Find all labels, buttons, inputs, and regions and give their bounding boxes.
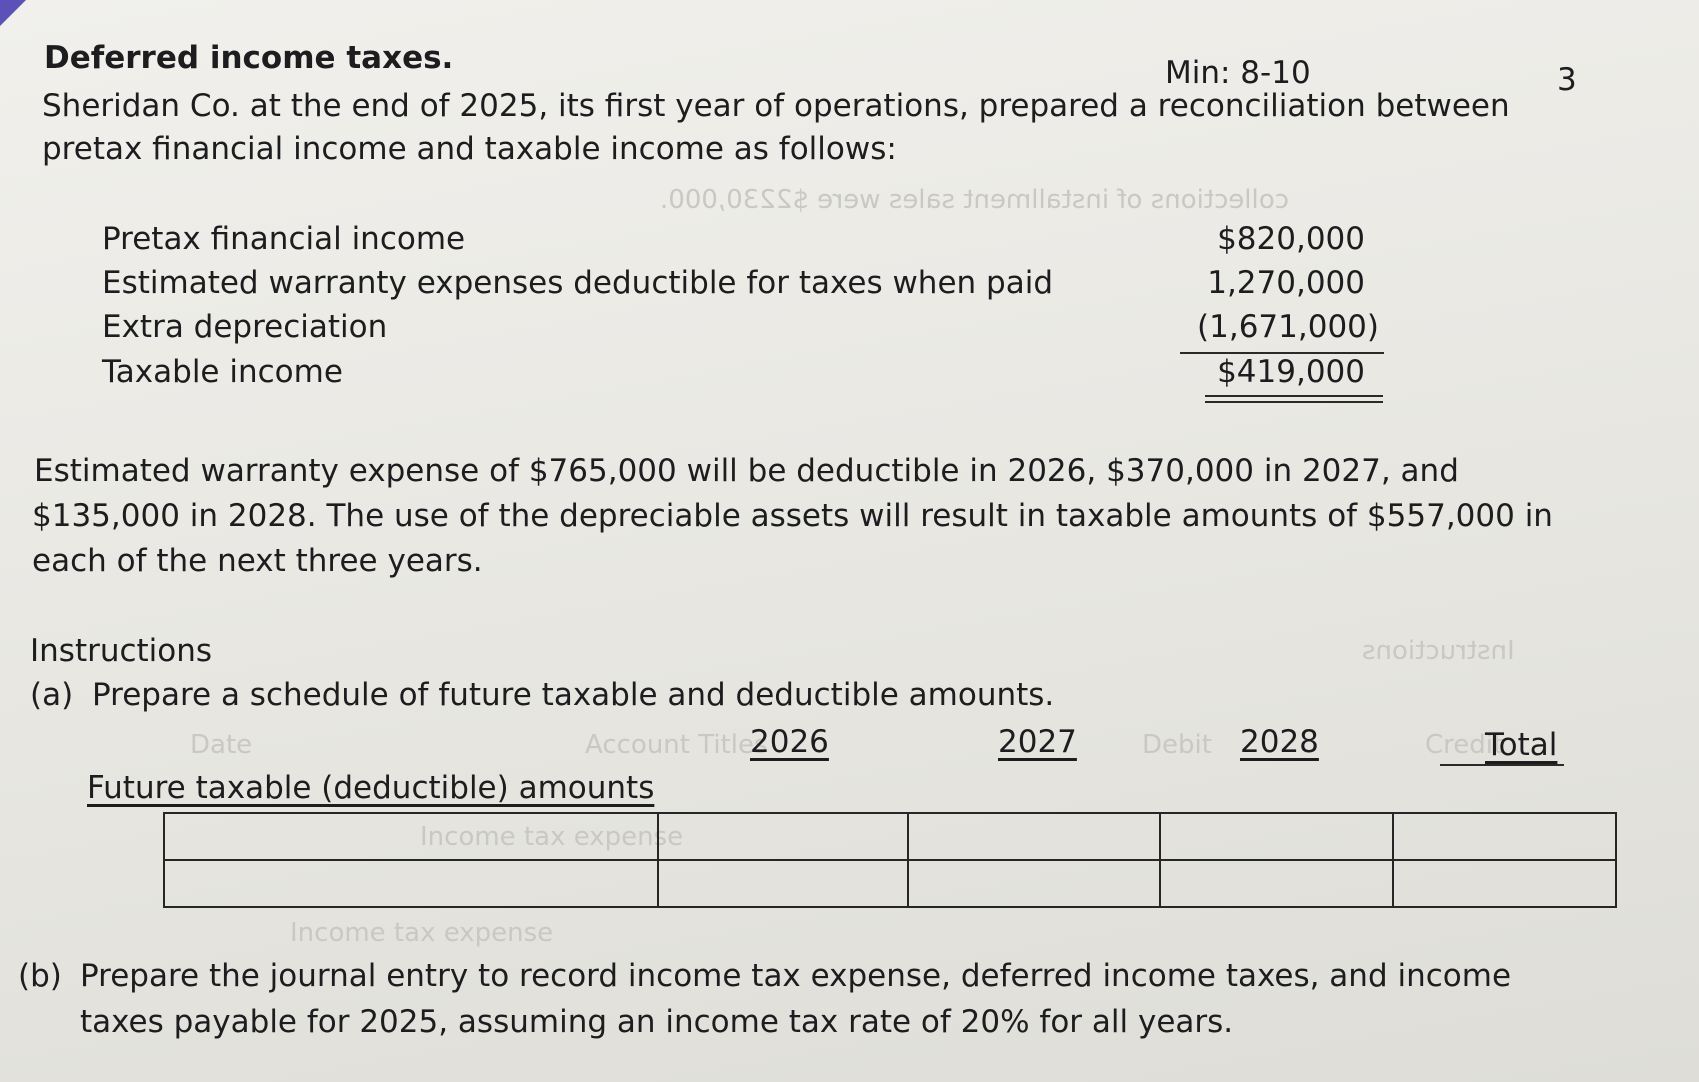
column-header-total: Total [1485, 727, 1558, 763]
recon-label-pretax: Pretax financial income [102, 221, 466, 257]
intro-line-1: Sheridan Co. at the end of 2025, its first year of operations, prepared a reconciliation between [42, 88, 1510, 124]
details-line-2: $135,000 in 2028. The use of the depreciable assets will result in taxable amounts of $557,000 in [32, 498, 1553, 534]
schedule-cell-label[interactable] [164, 860, 658, 907]
part-b-letter: (b) [18, 958, 62, 994]
column-header-2026: 2026 [750, 724, 829, 760]
schedule-cell-total[interactable] [1393, 860, 1616, 907]
double-rule-bottom [1205, 401, 1383, 403]
column-header-2027: 2027 [998, 724, 1077, 760]
schedule-cell-2027[interactable] [908, 813, 1160, 860]
part-b-line-1: Prepare the journal entry to record income tax expense, deferred income taxes, and income [80, 958, 1512, 994]
recon-amount-warranty: 1,270,000 [1207, 265, 1365, 301]
double-rule-top [1205, 395, 1383, 397]
problem-title: Deferred income taxes. [44, 40, 454, 76]
schedule-cell-total[interactable] [1393, 813, 1616, 860]
schedule-cell-2026[interactable] [658, 860, 908, 907]
recon-label-taxable: Taxable income [102, 354, 343, 390]
table-row [164, 860, 1616, 907]
points-value: 3 [1557, 62, 1577, 98]
bleed-through-text: collections of installment sales were $2230,000. [660, 185, 1289, 215]
bleed-through-text: Instructions [1362, 636, 1515, 666]
schedule-cell-2026[interactable] [658, 813, 908, 860]
schedule-cell-2028[interactable] [1160, 860, 1394, 907]
row-label-future-amounts: Future taxable (deductible) amounts [87, 770, 655, 806]
part-a-text: Prepare a schedule of future taxable and deductible amounts. [92, 677, 1055, 713]
recon-label-warranty: Estimated warranty expenses deductible for taxes when paid [102, 265, 1053, 301]
bleed-through-text: Date [190, 730, 253, 760]
instructions-heading: Instructions [30, 633, 213, 669]
bleed-through-text: Income tax expense [290, 918, 554, 948]
details-line-3: each of the next three years. [32, 543, 483, 579]
schedule-table [163, 812, 1617, 908]
recon-amount-depreciation: (1,671,000) [1197, 309, 1379, 345]
recon-amount-taxable: $419,000 [1217, 354, 1365, 390]
schedule-cell-2028[interactable] [1160, 813, 1394, 860]
bleed-through-text: Income tax expense [420, 822, 684, 852]
part-b-line-2: taxes payable for 2025, assuming an income tax rate of 20% for all years. [80, 1004, 1234, 1040]
schedule-cell-label[interactable] [164, 813, 658, 860]
bleed-through-text: Debit [1142, 730, 1212, 760]
total-header-rule [1440, 764, 1564, 766]
table-row [164, 813, 1616, 860]
intro-line-2: pretax financial income and taxable income as follows: [42, 131, 897, 167]
details-line-1: Estimated warranty expense of $765,000 will be deductible in 2026, $370,000 in 2027, and [34, 453, 1459, 489]
recon-amount-pretax: $820,000 [1217, 221, 1365, 257]
column-header-2028: 2028 [1240, 724, 1319, 760]
part-a-letter: (a) [30, 677, 74, 713]
time-estimate: Min: 8-10 [1165, 55, 1311, 91]
recon-label-depreciation: Extra depreciation [102, 309, 388, 345]
page-corner-mark [0, 0, 26, 26]
bleed-through-text: Account Titles [585, 730, 768, 760]
bleed-through-text: Credit [1425, 730, 1504, 760]
schedule-cell-2027[interactable] [908, 860, 1160, 907]
